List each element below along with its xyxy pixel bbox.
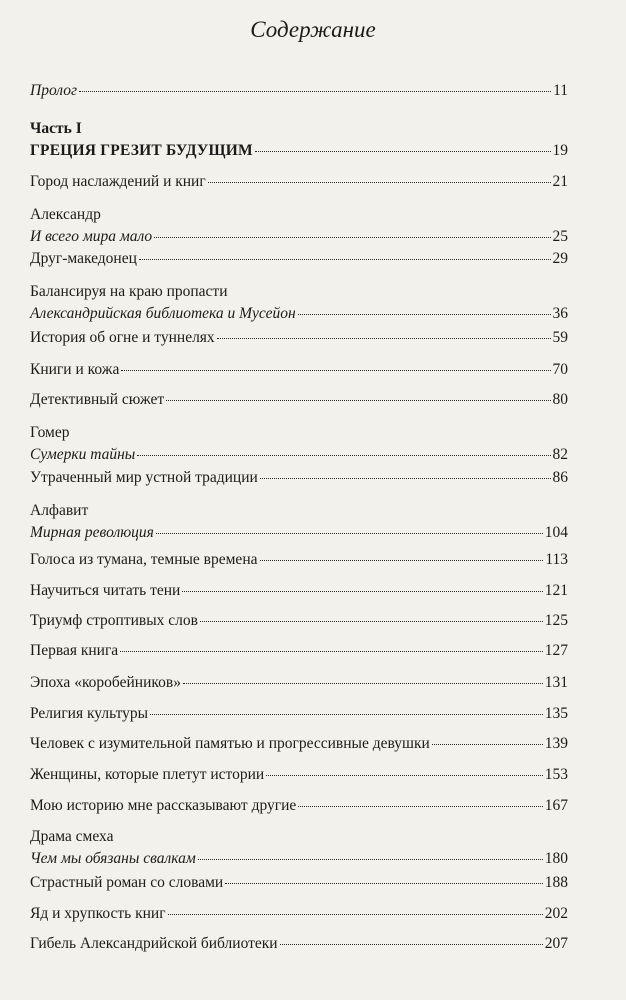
toc-entry — [30, 467, 568, 489]
page-number: 25 — [552, 228, 568, 245]
toc-line — [30, 703, 568, 725]
toc-line — [30, 359, 568, 381]
chapter-title: Александр — [30, 206, 101, 223]
toc-line — [30, 444, 568, 466]
dot-leader — [154, 235, 550, 238]
toc-entry — [30, 549, 568, 571]
chapter-title: Эпоха «коробейников» — [30, 674, 181, 691]
page-number: 21 — [552, 173, 568, 190]
toc-line — [30, 933, 568, 955]
dot-leader — [298, 804, 542, 807]
chapter-title: Страстный роман со словами — [30, 874, 224, 891]
dot-leader — [137, 453, 550, 456]
dot-leader — [260, 476, 551, 479]
page-number: 70 — [552, 361, 568, 378]
page-number: 29 — [552, 250, 568, 267]
toc-entry — [30, 672, 568, 694]
toc-entry — [30, 281, 568, 325]
chapter-title: Научиться читать тени — [30, 582, 181, 599]
chapter-subtitle: И всего мира мало — [30, 228, 153, 245]
toc-entry — [30, 703, 568, 725]
dot-leader — [168, 912, 543, 915]
dot-leader — [255, 149, 551, 152]
chapter-title: Гибель Александрийской библиотеки — [30, 935, 278, 952]
dot-leader — [208, 180, 551, 183]
chapter-title: Пролог — [30, 82, 78, 99]
toc-entry — [30, 422, 568, 466]
toc-entry — [30, 903, 568, 925]
dot-leader — [200, 619, 543, 622]
chapter-title: Мою историю мне рассказывают другие — [30, 797, 297, 814]
toc-entry — [30, 389, 568, 411]
chapter-title: Алфавит — [30, 502, 89, 519]
toc-entry — [30, 795, 568, 817]
dot-leader — [280, 942, 543, 945]
part-title: ГРЕЦИЯ ГРЕЗИТ БУДУЩИМ — [30, 142, 253, 159]
dot-leader — [156, 531, 543, 534]
toc-entry — [30, 610, 568, 632]
toc-line — [30, 848, 568, 870]
toc-line — [30, 248, 568, 270]
toc-entry — [30, 118, 568, 162]
toc-entry — [30, 872, 568, 894]
chapter-title: Друг-македонец — [30, 250, 137, 267]
dot-leader — [183, 681, 543, 684]
page-number: 125 — [544, 612, 568, 629]
page-number: 121 — [544, 582, 568, 599]
toc-entry — [30, 733, 568, 755]
toc-entry — [30, 500, 568, 544]
dot-leader — [182, 589, 542, 592]
toc-line — [30, 872, 568, 894]
dot-leader — [198, 857, 543, 860]
page-number: 104 — [544, 524, 568, 541]
page-number: 135 — [544, 705, 568, 722]
chapter-title: Яд и хрупкость книг — [30, 905, 166, 922]
page-number: 207 — [544, 935, 568, 952]
chapter-title: История об огне и туннелях — [30, 329, 215, 346]
page-number: 113 — [545, 551, 568, 568]
page-number: 127 — [544, 642, 568, 659]
page-number: 153 — [544, 766, 568, 783]
page-number: 202 — [544, 905, 568, 922]
toc-entry — [30, 327, 568, 349]
chapter-title: Детективный сюжет — [30, 391, 165, 408]
toc-entry — [30, 204, 568, 248]
chapter-title: Триумф строптивых слов — [30, 612, 198, 629]
dot-leader — [121, 368, 550, 371]
toc-line — [30, 610, 568, 632]
page-title: Содержание — [250, 17, 376, 42]
toc-line — [30, 327, 568, 349]
toc-line — [30, 303, 568, 325]
toc-entry — [30, 933, 568, 955]
chapter-title: Первая книга — [30, 642, 119, 659]
page-number: 188 — [544, 874, 568, 891]
toc-line — [30, 80, 568, 102]
page-number: 82 — [552, 446, 568, 463]
chapter-title: Драма смеха — [30, 828, 114, 845]
dot-leader — [266, 773, 543, 776]
chapter-title: Книги и кожа — [30, 361, 120, 378]
toc-line — [30, 171, 568, 193]
dot-leader — [432, 742, 543, 745]
page-number: 80 — [552, 391, 568, 408]
dot-leader — [225, 881, 543, 884]
chapter-subtitle: Чем мы обязаны свалкам — [30, 850, 196, 867]
dot-leader — [260, 558, 544, 561]
page-number: 11 — [553, 82, 568, 99]
toc-line — [30, 549, 568, 571]
page-number: 86 — [552, 469, 568, 486]
page-number: 19 — [552, 142, 568, 159]
page-number: 139 — [544, 735, 568, 752]
page-number: 36 — [552, 305, 568, 322]
chapter-title: Город наслаждений и книг — [30, 173, 206, 190]
toc-entry — [30, 359, 568, 381]
dot-leader — [150, 712, 543, 715]
part-number: Часть I — [30, 120, 82, 137]
chapter-title: Женщины, которые плетут истории — [30, 766, 265, 783]
chapter-subtitle: Мирная революция — [30, 524, 154, 541]
toc-entry — [30, 80, 568, 102]
chapter-title: Балансируя на краю пропасти — [30, 283, 228, 300]
chapter-title: Человек с изумительной памятью и прогрессивные девушки — [30, 735, 430, 752]
chapter-title: Утраченный мир устной традиции — [30, 469, 258, 486]
toc-line — [30, 795, 568, 817]
toc-line — [30, 580, 568, 602]
chapter-title: Голоса из тумана, темные времена — [30, 551, 258, 568]
dot-leader — [120, 649, 543, 652]
toc-line — [30, 764, 568, 786]
chapter-title: Религия культуры — [30, 705, 149, 722]
dot-leader — [166, 398, 550, 401]
dot-leader — [298, 312, 551, 315]
toc-line — [30, 903, 568, 925]
toc-entry — [30, 580, 568, 602]
toc-line — [30, 467, 568, 489]
dot-leader — [139, 257, 551, 260]
toc-entry — [30, 171, 568, 193]
page-number: 59 — [552, 329, 568, 346]
chapter-subtitle: Александрийская библиотека и Мусейон — [30, 305, 296, 322]
toc-entry — [30, 764, 568, 786]
page-number: 180 — [544, 850, 568, 867]
chapter-title: Гомер — [30, 424, 70, 441]
dot-leader — [217, 336, 551, 339]
toc-line — [30, 672, 568, 694]
chapter-subtitle: Сумерки тайны — [30, 446, 136, 463]
toc-line — [30, 226, 568, 248]
toc-line — [30, 522, 568, 544]
toc-entry — [30, 640, 568, 662]
toc-line — [30, 733, 568, 755]
toc-entry — [30, 826, 568, 870]
toc-line — [30, 140, 568, 162]
toc-line — [30, 389, 568, 411]
page-number: 131 — [544, 674, 568, 691]
toc-line — [30, 640, 568, 662]
toc-entry — [30, 248, 568, 270]
dot-leader — [79, 89, 551, 92]
page-number: 167 — [544, 797, 568, 814]
